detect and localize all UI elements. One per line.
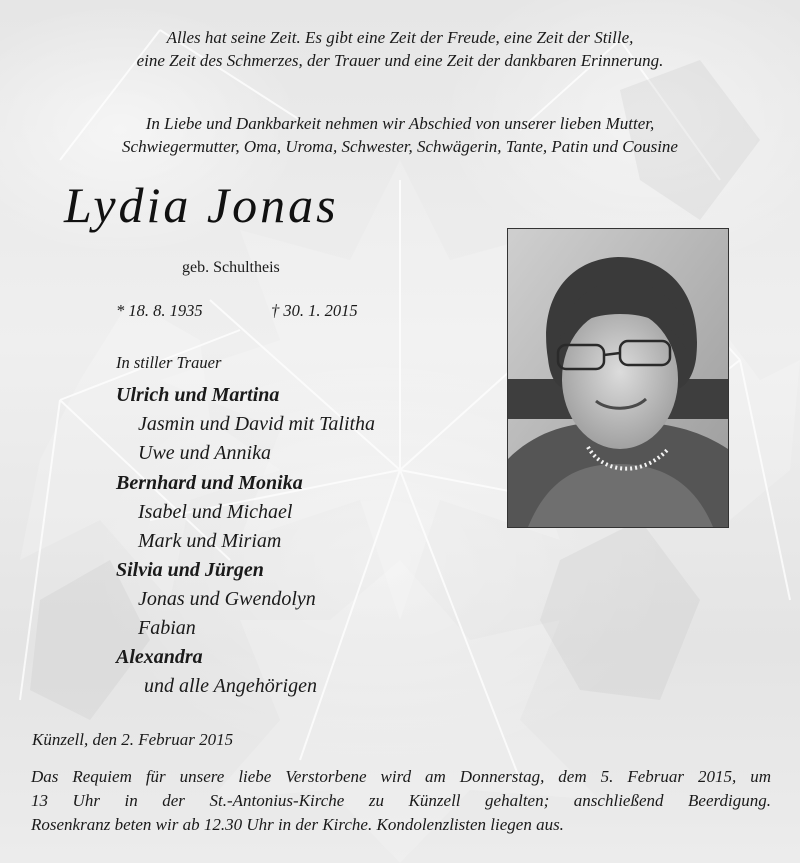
family-member: Jasmin und David mit Talitha (138, 413, 376, 435)
farewell-line-2: Schwiegermutter, Oma, Uroma, Schwester, Schwägerin, Tante, Patin und Cousine (122, 137, 678, 156)
mourner-family-4 (116, 643, 317, 701)
deceased-name: Lydia Jonas (64, 177, 339, 233)
birth-name: geb. Schultheis (182, 259, 280, 276)
family-member: Fabian (138, 617, 196, 639)
family-member: Jonas und Gwendolyn (138, 588, 316, 610)
birth-date: * 18. 8. 1935 (116, 301, 203, 320)
requiem-line-1: Das Requiem für unsere liebe Verstorbene wird am Donnerstag, dem 5. Februar 2015, um (31, 767, 771, 786)
requiem-line-3: Rosenkranz beten wir ab 12.30 Uhr in der Kirche. Kondolenzlisten liegen aus. (31, 815, 564, 834)
family-head: Alexandra (116, 646, 203, 668)
family-member: Isabel und Michael (138, 501, 293, 523)
requiem-notice (31, 765, 771, 837)
motto-line-2: eine Zeit des Schmerzes, der Trauer und eine Zeit der dankbaren Erinnerung. (136, 51, 664, 70)
family-head: Silvia und Jürgen (116, 559, 264, 581)
mourner-family-2 (116, 469, 303, 556)
mourner-family-3 (116, 556, 316, 643)
farewell-line-1: In Liebe und Dankbarkeit nehmen wir Abschied von unserer lieben Mutter, (145, 114, 655, 133)
requiem-line-2: 13 Uhr in der St.-Antonius-Kirche zu Künzell gehalten; anschließend Beerdigung. (31, 791, 771, 810)
portrait-photo (507, 228, 729, 528)
death-date: † 30. 1. 2015 (271, 301, 358, 320)
family-head: Bernhard und Monika (116, 472, 303, 494)
family-head: Ulrich und Martina (116, 384, 280, 406)
mourner-family-1 (116, 381, 375, 468)
family-member: und alle Angehörigen (144, 675, 317, 697)
place-date: Künzell, den 2. Februar 2015 (32, 730, 234, 749)
motto-line-1: Alles hat seine Zeit. Es gibt eine Zeit der Freude, eine Zeit der Stille, (166, 28, 634, 47)
family-member: Mark und Miriam (138, 530, 282, 552)
mourning-label: In stiller Trauer (116, 353, 222, 372)
family-member: Uwe und Annika (138, 442, 271, 464)
